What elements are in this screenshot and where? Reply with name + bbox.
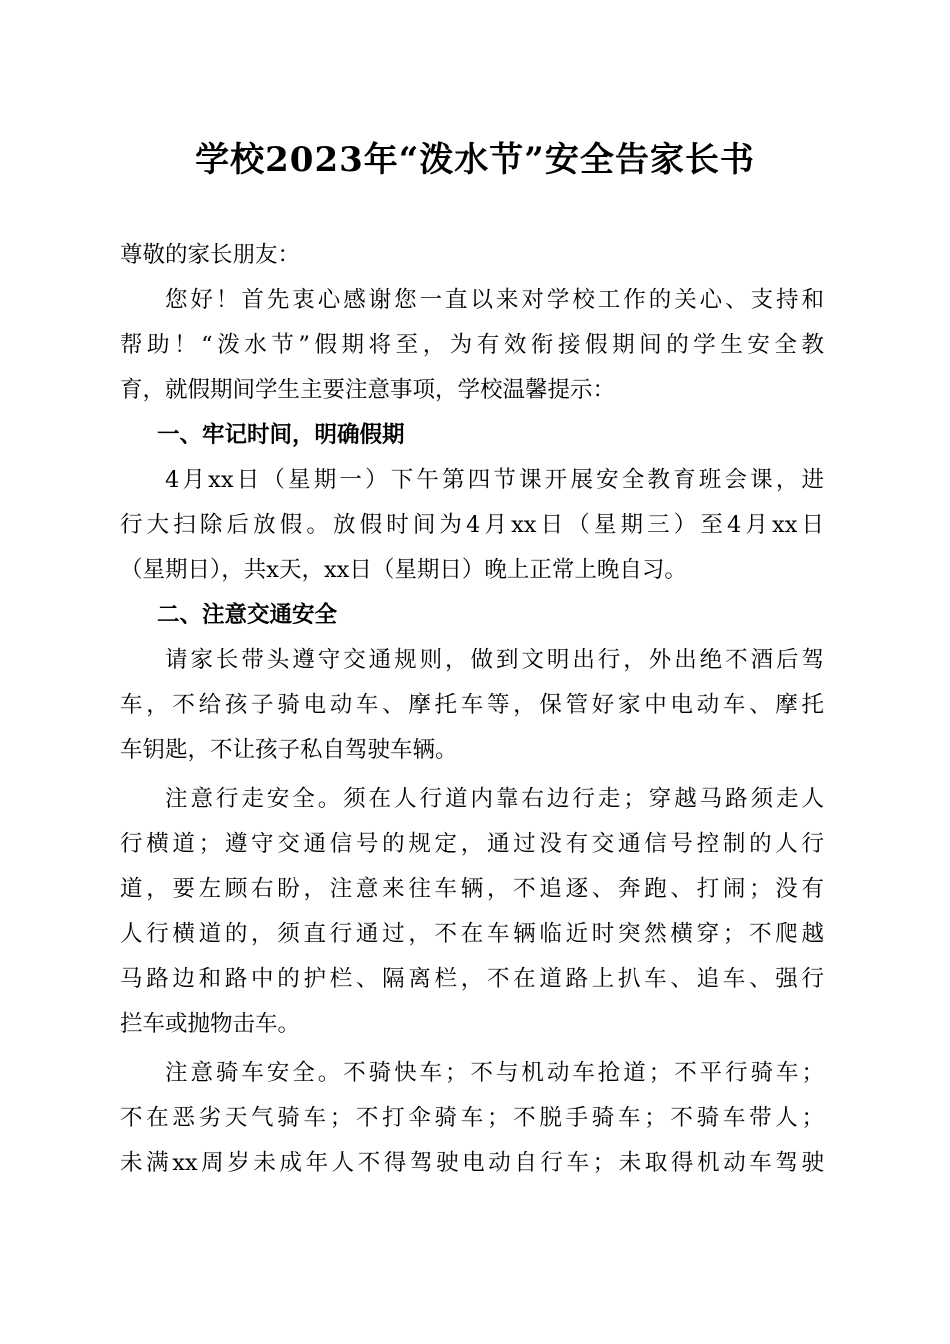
section-2-p3-line-1: 注意骑车安全。不骑快车；不与机动车抢道；不平行骑车； bbox=[165, 1060, 824, 1086]
section-1-line-1: 4月xx日（星期一）下午第四节课开展安全教育班会课，进 bbox=[165, 467, 824, 493]
salutation: 尊敬的家长朋友： bbox=[120, 242, 301, 268]
section-1-line-3: （星期日），共x天，xx日（星期日）晚上正常上晚自习。 bbox=[120, 557, 687, 583]
section-2-p2-line-3: 道，要左顾右盼，注意来往车辆，不追逐、奔跑、打闹；没有 bbox=[120, 876, 824, 902]
section-2-p2-line-4: 人行横道的，须直行通过，不在车辆临近时突然横穿；不爬越 bbox=[120, 921, 824, 947]
section-2-p1-line-1: 请家长带头遵守交通规则，做到文明出行，外出绝不酒后驾 bbox=[165, 647, 824, 673]
section-2-p2-line-1: 注意行走安全。须在人行道内靠右边行走；穿越马路须走人 bbox=[165, 786, 824, 812]
section-2-p1-line-3: 车钥匙，不让孩子私自驾驶车辆。 bbox=[120, 737, 458, 763]
intro-line-3: 育，就假期间学生主要注意事项，学校温馨提示： bbox=[120, 377, 616, 403]
intro-line-1: 您好！首先衷心感谢您一直以来对学校工作的关心、支持和 bbox=[165, 287, 824, 313]
document-body bbox=[120, 233, 824, 1186]
section-1-heading: 一、牢记时间，明确假期 bbox=[157, 422, 405, 448]
section-1-line-2: 行大扫除后放假。放假时间为4月xx日（星期三）至4月xx日 bbox=[120, 512, 824, 538]
section-2-p1-line-2: 车，不给孩子骑电动车、摩托车等，保管好家中电动车、摩托 bbox=[120, 692, 824, 718]
section-2-p3-line-2: 不在恶劣天气骑车；不打伞骑车；不脱手骑车；不骑车带人； bbox=[120, 1105, 824, 1131]
section-2-heading: 二、注意交通安全 bbox=[157, 602, 338, 628]
intro-line-2: 帮助！“泼水节”假期将至，为有效衔接假期间的学生安全教 bbox=[120, 332, 824, 358]
section-2-p3-line-3: 未满xx周岁未成年人不得驾驶电动自行车；未取得机动车驾驶 bbox=[120, 1150, 824, 1176]
section-2-p2-line-2: 行横道；遵守交通信号的规定，通过没有交通信号控制的人行 bbox=[120, 831, 824, 857]
section-2-p2-line-6: 拦车或抛物击车。 bbox=[120, 1011, 301, 1037]
section-2-p2-line-5: 马路边和路中的护栏、隔离栏，不在道路上扒车、追车、强行 bbox=[120, 966, 824, 992]
document-title: 学校2023年“泼水节”安全告家长书 bbox=[195, 140, 755, 180]
